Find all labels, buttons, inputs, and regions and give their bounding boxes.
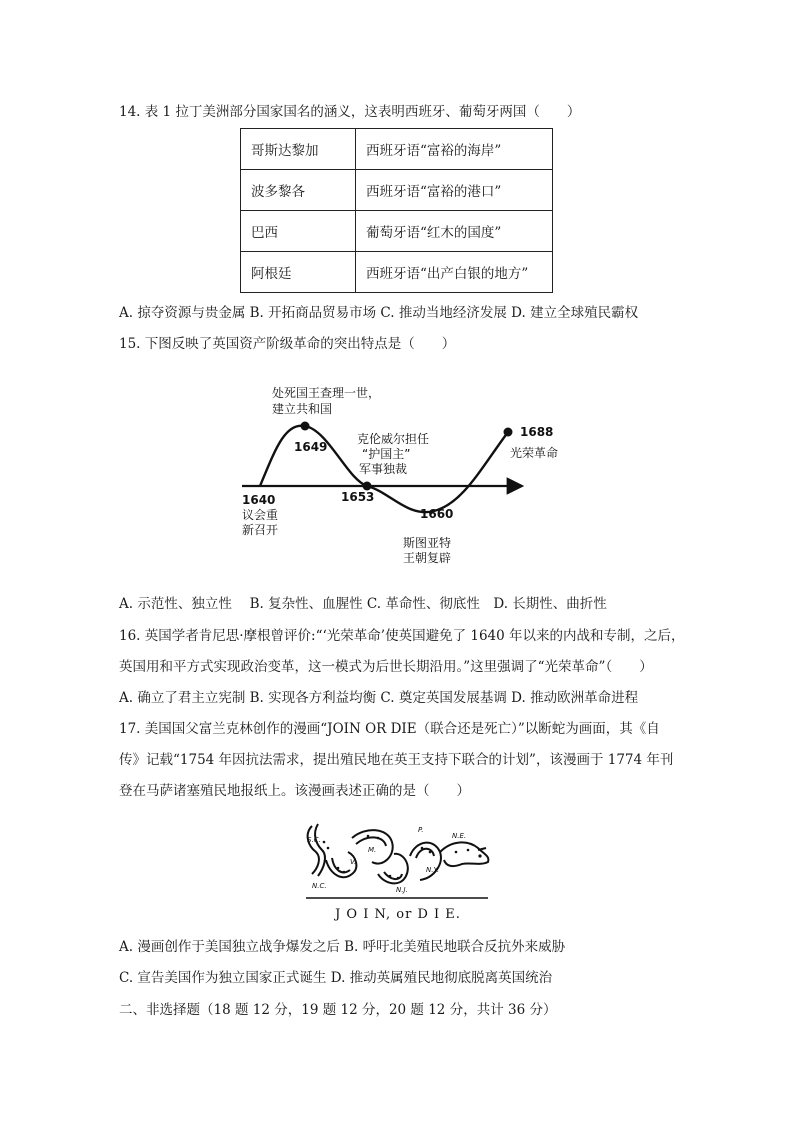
- join-or-die-cartoon: [302, 812, 494, 924]
- table-row: [241, 129, 553, 170]
- table-cell-country: 巴西: [241, 211, 356, 252]
- label-glorious: 光荣革命: [510, 446, 559, 460]
- snake-letter: N.E.: [452, 832, 467, 840]
- cartoon-caption: J O I N, or D I E.: [335, 907, 461, 922]
- q14-options: A. 掠夺资源与贵金属 B. 开拓商品贸易市场 C. 推动当地经济发展 D. 建立全球殖民霸权: [119, 305, 639, 321]
- section-heading: 二、非选择题（18 题 12 分，19 题 12 分，20 题 12 分，共计 36 分）: [119, 1002, 557, 1018]
- year-1660: 1660: [420, 507, 454, 521]
- snake-letter: N.C.: [312, 882, 327, 890]
- q16-options: A. 确立了君主立宪制 B. 实现各方利益均衡 C. 奠定英国发展基调 D. 推动欧洲革命进程: [119, 690, 639, 706]
- label-dictatorship: 军事独裁: [359, 462, 408, 476]
- snake-letter: M.: [368, 846, 377, 854]
- q16-line-1: 16. 英国学者肯尼思·摩根曾评价:“‘光荣革命’使英国避免了 1640 年以来的内战和专制，之后，: [119, 628, 685, 644]
- q17-options-line-1: A. 漫画创作于美国独立战争爆发之后 B. 呼吁北美殖民地联合反抗外来威胁: [119, 939, 566, 955]
- q15-options: A. 示范性、独立性 B. 复杂性、血腥性 C. 革命性、彻底性 D. 长期性、曲折性: [119, 596, 607, 612]
- snake-letter: V.: [350, 858, 357, 866]
- table-cell-meaning: 西班牙语“出产白银的地方”: [356, 252, 553, 293]
- table-cell-country: 波多黎各: [241, 170, 356, 211]
- q15-stem: 15. 下图反映了英国资产阶级革命的突出特点是（ ）: [119, 336, 456, 352]
- snake-letter: S.C.: [307, 836, 321, 844]
- table-cell-meaning: 葡萄牙语“红木的国度”: [356, 211, 553, 252]
- table-cell-meaning: 西班牙语“富裕的港口”: [356, 170, 553, 211]
- q17-options-line-2: C. 宣告美国作为独立国家正式诞生 D. 推动英属殖民地彻底脱离英国统治: [119, 970, 553, 986]
- snake-letter: N.J.: [396, 886, 408, 894]
- q14-stem: 14. 表 1 拉丁美洲部分国家国名的涵义，这表明西班牙、葡萄牙两国（ ）: [119, 104, 581, 120]
- label-execution: 处死国王查理一世，: [272, 386, 381, 400]
- point-1649: [301, 422, 310, 431]
- label-parliament-2: 新召开: [242, 523, 279, 537]
- q17-line-3: 登在马萨诸塞殖民地报纸上。该漫画表述正确的是（ ）: [119, 783, 470, 799]
- table-row: [241, 252, 553, 293]
- table-row: [241, 170, 553, 211]
- revolution-timeline-diagram: [230, 380, 559, 580]
- q16-line-2: 英国用和平方式实现政治变革，这一模式为后世长期沿用。”这里强调了“光荣革命”（ ）: [119, 659, 653, 675]
- label-protector: “护国主”: [362, 447, 411, 461]
- table-row: [241, 211, 553, 252]
- table-cell-meaning: 西班牙语“富裕的海岸”: [356, 129, 553, 170]
- q17-line-2: 传》记载“1754 年因抗法需求，提出殖民地在英王支持下联合的计划”，该漫画于 1774 年刊: [119, 752, 674, 768]
- year-1688: 1688: [520, 425, 554, 439]
- point-1688: [504, 428, 513, 437]
- year-1653: 1653: [341, 490, 375, 504]
- q14-table: [240, 128, 553, 293]
- table-cell-country: 阿根廷: [241, 252, 356, 293]
- table-cell-country: 哥斯达黎加: [241, 129, 356, 170]
- year-1640: 1640: [242, 493, 276, 507]
- snake-letter: N.Y.: [426, 866, 440, 874]
- label-restoration: 王朝复辟: [403, 551, 452, 565]
- label-parliament-1: 议会重: [242, 508, 279, 522]
- label-cromwell: 克伦威尔担任: [357, 432, 430, 446]
- label-stuart: 斯图亚特: [403, 536, 452, 550]
- q17-line-1: 17. 美国国父富兰克林创作的漫画“JOIN OR DIE（联合还是死亡）”以断蛇为画面，其《自: [119, 721, 660, 737]
- snake-letter: P.: [418, 826, 424, 834]
- label-republic: 建立共和国: [272, 402, 333, 416]
- year-1649: 1649: [294, 440, 328, 454]
